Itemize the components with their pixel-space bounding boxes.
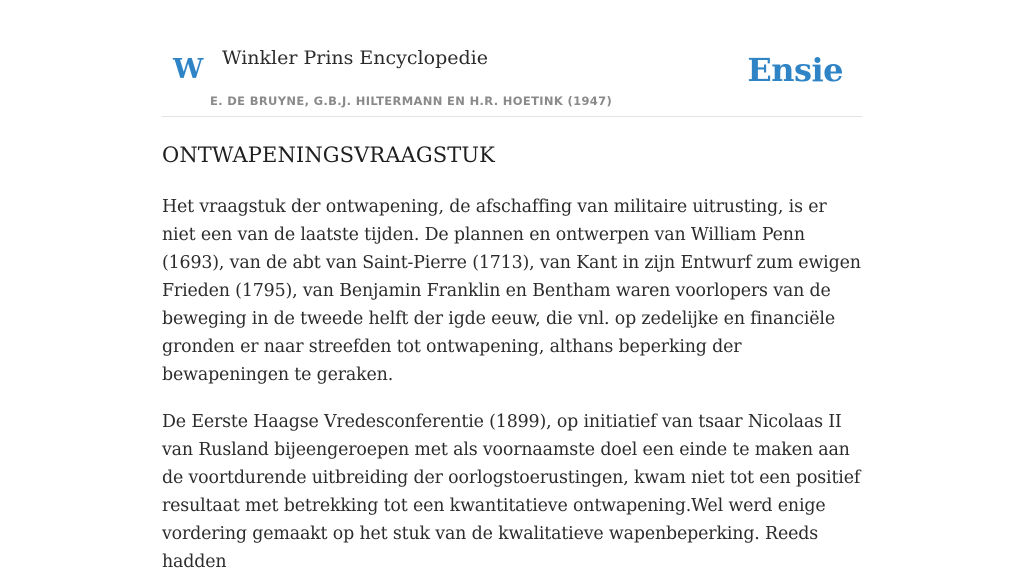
- publication-authors: E. DE BRUYNE, G.B.J. HILTERMANN EN H.R. HOETINK (1947): [210, 94, 613, 108]
- article: [162, 139, 862, 576]
- publication-header: [162, 0, 862, 117]
- article-paragraph: De Eerste Haagse Vredesconferentie (1899), op initiatief van tsaar Nicolaas II van Rusland bijeengeroepen met als voornaamste doel een einde te maken aan de voortdurende uitbreiding der oorlogstoerustingen, kwam niet tot een positief resultaat met betrekking tot een kwantitatieve ontwapening.Wel werd enige vordering gemaakt op het stuk van de kwalitatieve wapenbeperking. Reeds hadden: [162, 412, 861, 572]
- article-paragraph: Het vraagstuk der ontwapening, de afschaffing van militaire uitrusting, is er niet een van de laatste tijden. De plannen en ontwerpen van William Penn (1693), van de abt van Saint-Pierre (1713), van Kant in zijn Entwurf zum ewigen Frieden (1795), van Benjamin Franklin en Bentham waren voorlopers van de beweging in de tweede helft der igde eeuw, die vnl. op zedelijke en financiële gronden er naar streefden tot ontwapening, althans beperking der bewapeningen te geraken.: [162, 197, 861, 385]
- publication-title[interactable]: Winkler Prins Encyclopedie: [222, 47, 488, 69]
- publication-logo-icon[interactable]: W: [173, 54, 204, 85]
- article-headword: ONTWAPENINGSVRAAGSTUK: [162, 143, 495, 167]
- ensie-logo[interactable]: Ensie: [747, 51, 843, 89]
